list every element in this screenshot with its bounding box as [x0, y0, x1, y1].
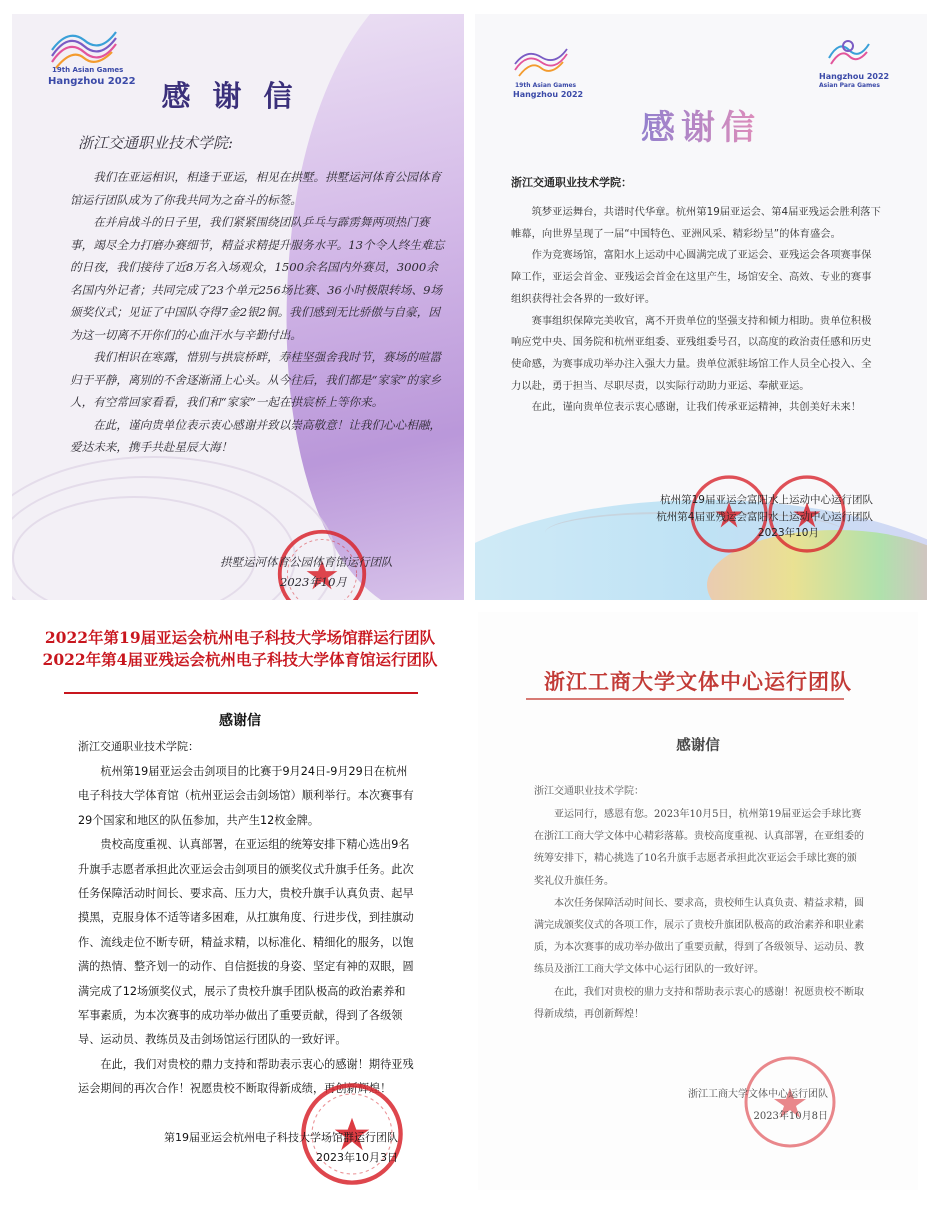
letter-paragraph: 本次任务保障活动时间长、要求高，贵校师生认真负责、精益求精，圆满完成颁奖仪式的各项工作，展示了贵校升旗团队极高的政治素养和职业素质，为本次赛事的成功举办做出了重要贡献，得到了各级领导、运动员、教练员及浙江工商大学文体中心运行团队的一致好评。 — [534, 897, 864, 976]
letter-body — [70, 166, 446, 459]
thank-you-letter-fuyang — [475, 14, 927, 600]
letter-recipient: 浙江交通职业技术学院: — [78, 134, 234, 152]
letter-date: 2023年10月8日 — [753, 1111, 828, 1122]
logo-caption: Hangzhou 2022 — [819, 72, 890, 81]
letter-paragraph: 在此，我们对贵校的鼎力支持和帮助表示衷心的感谢！祝愿贵校不断取得新成绩，再创新辉煌！ — [534, 986, 864, 1020]
letter-recipient: 浙江交通职业技术学院： — [511, 176, 632, 189]
letter-paragraph: 贵校高度重视、认真部署，在亚运组的统筹安排下精心选出9名升旗手志愿者承担此次亚运会击剑项目的颁奖仪式升旗手任务。此次任务保障活动时间长、要求高、压力大，贵校升旗手认真负责、起早摸黑，克服身体不适等诸多困难，从扛旗角度、行进步伐，到挂旗动作、流线走位不断专研，精益求精，以标准化、精细化的服务，以饱满的热情、整齐划一的动作、自信挺拔的身姿、坚定有神的双眼，圆满完成了12场颁奖仪式，展示了贵校升旗手团队极高的政治素养和军事素质，为本次赛事的成功举办做出了重要贡献，得到了各级领导、运动员、教练员及击剑场馆运行团队的一致好评。 — [78, 838, 414, 1047]
letter-date: 2023年10月3日 — [316, 1151, 398, 1164]
letter-signature — [656, 492, 873, 542]
letter-paragraph: 杭州第19届亚运会击剑项目的比赛于9月24日-9月29日在杭州电子科技大学体育馆（杭州亚运会击剑场馆）顺利举行。本次赛事有29个国家和地区的队伍参加，共产生12枚金牌。 — [78, 765, 414, 827]
logo-caption: 19th Asian Games — [515, 82, 577, 89]
letter-paragraph: 亚运同行，感恩有您。2023年10月5日，杭州第19届亚运会手球比赛在浙江工商大学文体中心精彩落幕。贵校高度重视、认真部署，在亚组委的统筹安排下，精心挑选了10名升旗手志愿者承担此次亚运会手球比赛的颁奖礼仪升旗任务。 — [534, 809, 864, 887]
letter-paragraph: 筑梦亚运舞台，共谱时代华章。杭州第19届亚运会、第4届亚残运会胜利落下帷幕，向世界呈现了一届“中国特色、亚洲风采、精彩纷呈”的体育盛会。 — [511, 206, 881, 240]
letter-paragraph: 在此，谨向贵单位表示衷心感谢并致以崇高敬意！让我们心心相融，爱达未来，携手共赴星辰大海！ — [70, 417, 442, 454]
logo-caption: 19th Asian Games — [52, 66, 124, 74]
asian-games-logo-icon — [511, 44, 571, 84]
letter-paragraph: 作为竞赛场馆，富阳水上运动中心圆满完成了亚运会、亚残运会各项赛事保障工作，亚运会首金、亚残运会首金在这里产生，场馆安全、高效、专业的赛事组织获得社会各界的一致好评。 — [511, 249, 872, 305]
letter-title: 感谢信 — [219, 713, 261, 729]
letter-signature — [688, 1084, 828, 1128]
thank-you-letter-zjgsu — [478, 612, 918, 1190]
letter-date: 2023年10月 — [280, 575, 347, 589]
letter-title: 感谢信 — [475, 100, 927, 149]
signature-line: 杭州第19届亚运会富阳水上运动中心运行团队 — [660, 494, 873, 506]
letter-paragraph: 我们相识在寒露，惜别与拱宸桥畔，寿桂坚强舍我时节，赛场的喧嚣归于平静，离别的不舍逐渐涌上心头。从今往后，我们都是“家家”的家乡人，有空常回家看看，我们和“家家”一起在拱宸桥上等你来。 — [70, 350, 442, 409]
letter-paragraph: 在并肩战斗的日子里，我们紧紧围绕团队乒乓与霹雳舞两项热门赛事，竭尽全力打磨办赛细节，精益求精提升服务水平。13个令人终生难忘的日夜，我们接待了近8万名入场观众，1500余名国内外赛员，3000余名国内外记者；共同完成了23个单元256场比赛、36小时极限转场、9场颁奖仪式；见证了中国队夺得7金2银2铜。我们感到无比骄傲与自豪，因为这一切离不开你们的心血汗水与辛勤付出。 — [70, 215, 445, 342]
signature-line: 浙江工商大学文体中心运行团队 — [688, 1089, 828, 1100]
signature-line: 第19届亚运会杭州电子科技大学场馆群运行团队 — [164, 1131, 398, 1144]
asian-para-games-logo-icon — [821, 36, 875, 72]
letter-body — [534, 804, 866, 1026]
logo-caption: Asian Para Games — [819, 82, 880, 89]
logo-caption: Hangzhou 2022 — [513, 90, 584, 99]
logo-caption: Hangzhou 2022 — [48, 76, 136, 87]
letter-body — [78, 760, 414, 1102]
letter-title: 感谢信 — [161, 79, 315, 113]
letter-paragraph: 在此，我们对贵校的鼎力支持和帮助表示衷心的感谢！期待亚残运会期间的再次合作！祝愿贵校不断取得新成绩，再创新辉煌！ — [78, 1057, 414, 1096]
letterhead-divider — [526, 698, 844, 700]
letter-recipient: 浙江交通职业技术学院： — [534, 786, 644, 797]
letterhead-divider — [64, 692, 418, 694]
letter-date: 2023年10月 — [757, 527, 819, 539]
thank-you-letter-hdu — [30, 612, 450, 1190]
letter-paragraph: 我们在亚运相识，相逢于亚运，相见在拱墅。拱墅运河体育公园体育馆运行团队成为了你我共同为之奋斗的标签。 — [70, 170, 442, 207]
signature-line: 杭州第4届亚残运会富阳水上运动中心运行团队 — [656, 510, 873, 523]
letter-paragraph: 在此，谨向贵单位表示衷心感谢，让我们传承亚运精神，共创美好未来！ — [531, 401, 862, 414]
letter-signature — [164, 1128, 398, 1168]
thank-you-letter-gongshu — [12, 14, 464, 600]
letterhead-line: 浙江工商大学文体中心运行团队 — [544, 669, 852, 694]
letterhead-line: 2022年第4届亚残运会杭州电子科技大学体育馆运行团队 — [42, 650, 438, 669]
letter-title: 感谢信 — [676, 738, 720, 754]
letter-body — [511, 202, 881, 419]
letter-paragraph: 赛事组织保障完美收官，离不开贵单位的坚强支持和倾力相助。贵单位积极响应党中央、国务院和杭州亚组委、亚残组委号召，以高度的政治责任感和历史使命感，为赛事成功举办注入强大力量。贵单位派驻场馆工作人员全心投入、全力以赴，勇于担当、尽职尽责，以实际行动助力亚运、奉献亚运。 — [511, 314, 872, 392]
letter-recipient: 浙江交通职业技术学院： — [78, 740, 199, 753]
letterhead-line: 2022年第19届亚运会杭州电子科技大学场馆群运行团队 — [44, 628, 436, 647]
letter-signature: 拱墅运河体育公园体育馆运行团队 — [220, 555, 393, 569]
